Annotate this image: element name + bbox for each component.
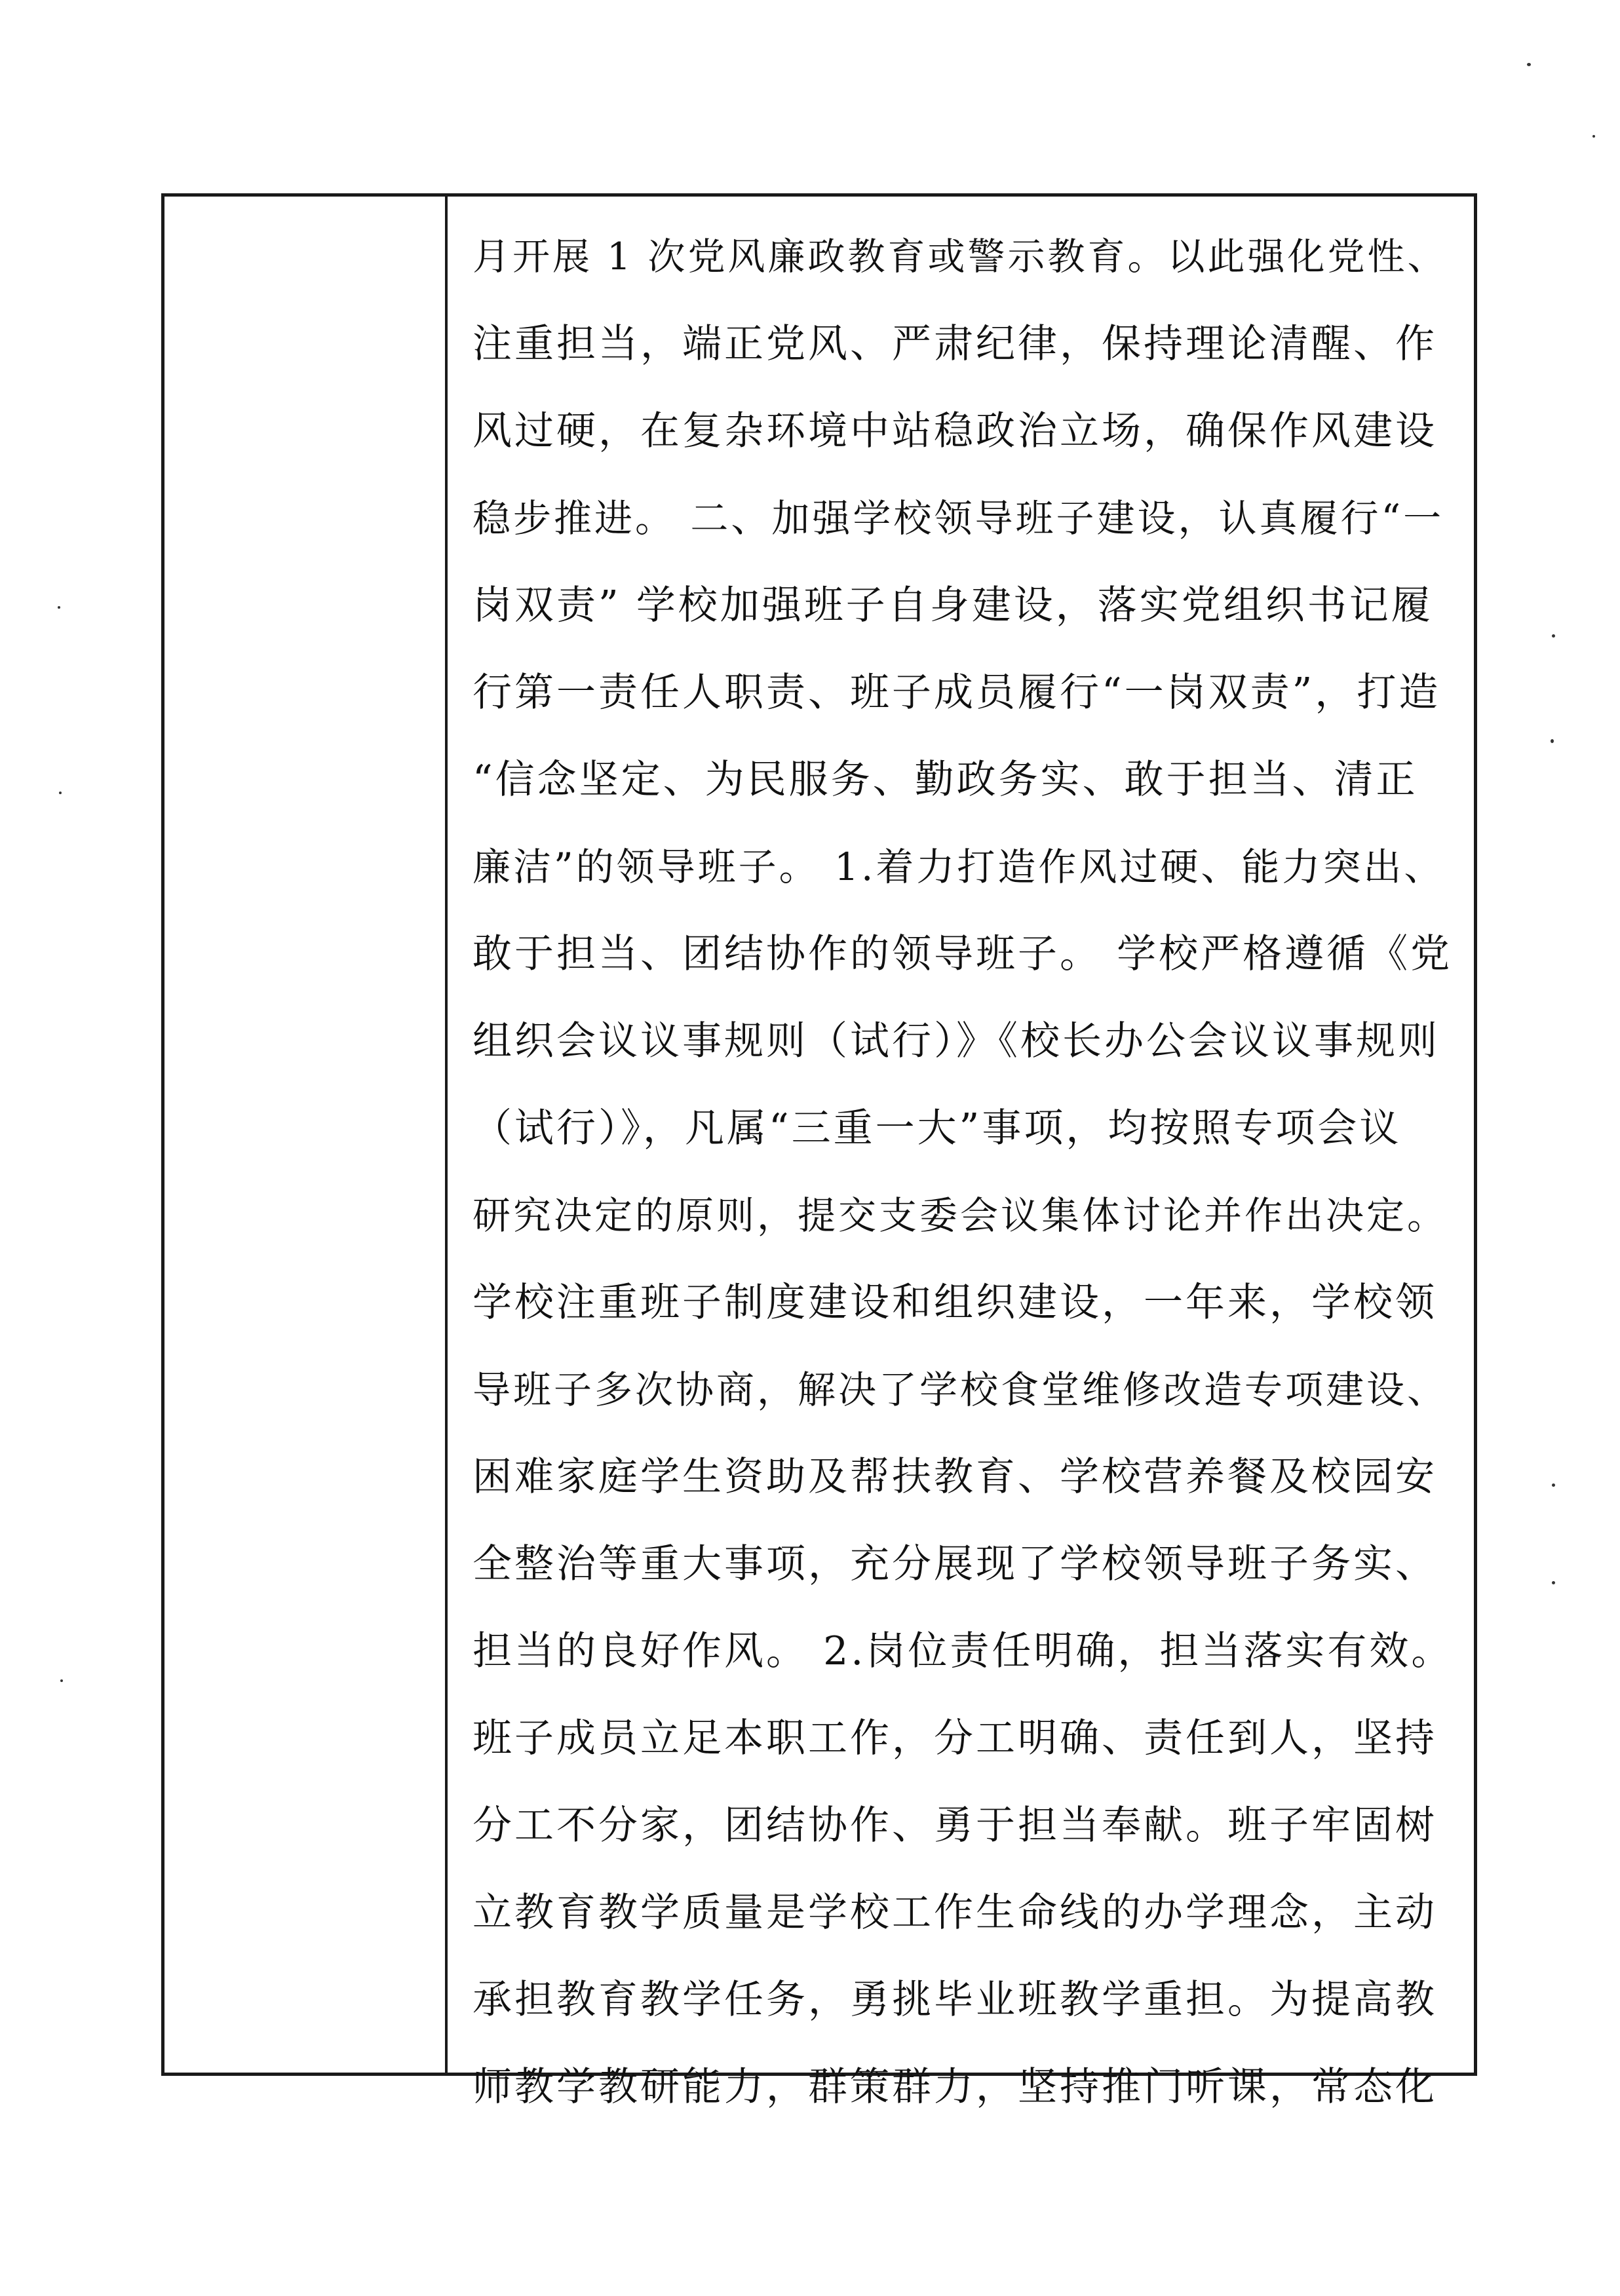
scan-speck <box>59 792 62 794</box>
scan-speck <box>1552 634 1555 638</box>
text-line: “信念坚定、为民服务、勤政务实、敢于担当、清正 <box>473 757 1418 803</box>
text-line: （试行）》，凡属“三重一大”事项，均按照专项会议 <box>473 1105 1402 1151</box>
text-line: 敢于担当、团结协作的领导班子。 学校严格遵循《党 <box>473 931 1453 977</box>
text-line: 风过硬，在复杂环境中站稳政治立场，确保作风建设 <box>473 408 1437 454</box>
text-line: 月开展 1 次党风廉政教育或警示教育。以此强化党性、 <box>473 235 1448 278</box>
text-line: 注重担当，端正党风、严肃纪律，保持理论清醒、作 <box>473 321 1437 367</box>
scan-speck <box>58 606 60 609</box>
text-line: 稳步推进。 二、加强学校领导班子建设，认真履行“一 <box>473 496 1444 541</box>
text-line: 承担教育教学任务，勇挑毕业班教学重担。为提高教 <box>473 1977 1437 2023</box>
scan-speck <box>1592 135 1595 138</box>
text-line: 立教育教学质量是学校工作生命线的办学理念，主动 <box>473 1890 1437 1936</box>
text-line: 班子成员立足本职工作，分工明确、责任到人，坚持 <box>473 1715 1437 1761</box>
scan-speck <box>1551 739 1554 743</box>
text-line: 岗双责” 学校加强班子自身建设，落实党组织书记履 <box>473 583 1433 628</box>
text-line: 组织会议议事规则（试行）》《校长办公会议议事规则 <box>473 1018 1440 1064</box>
text-line: 行第一责任人职责、班子成员履行“一岗双责”，打造 <box>473 670 1441 716</box>
table-content-cell <box>448 197 1474 2110</box>
text-line: 担当的良好作风。 2.岗位责任明确，担当落实有效。 <box>473 1628 1454 1674</box>
text-line: 学校注重班子制度建设和组织建设，一年来，学校领 <box>473 1280 1437 1326</box>
text-line: 研究决定的原则，提交支委会议集体讨论并作出决定。 <box>473 1193 1448 1238</box>
scan-speck <box>1527 63 1531 66</box>
text-line: 分工不分家，团结协作、勇于担当奉献。班子牢固树 <box>473 1803 1437 1848</box>
scan-speck <box>1552 1483 1555 1487</box>
text-line: 全整治等重大事项，充分展现了学校领导班子务实、 <box>473 1541 1437 1587</box>
table-left-cell <box>164 197 448 2073</box>
text-line: 导班子多次协商，解决了学校食堂维修改造专项建设、 <box>473 1368 1448 1412</box>
scan-speck <box>60 1679 63 1682</box>
text-line: 师教学教研能力，群策群力，坚持推门听课，常态化 <box>473 2064 1437 2110</box>
document-table <box>161 193 1477 2110</box>
text-line: 廉洁”的领导班子。 1.着力打造作风过硬、能力突出、 <box>473 845 1445 889</box>
text-line: 困难家庭学生资助及帮扶教育、学校营养餐及校园安 <box>473 1454 1437 1500</box>
scan-speck <box>1552 1581 1555 1584</box>
